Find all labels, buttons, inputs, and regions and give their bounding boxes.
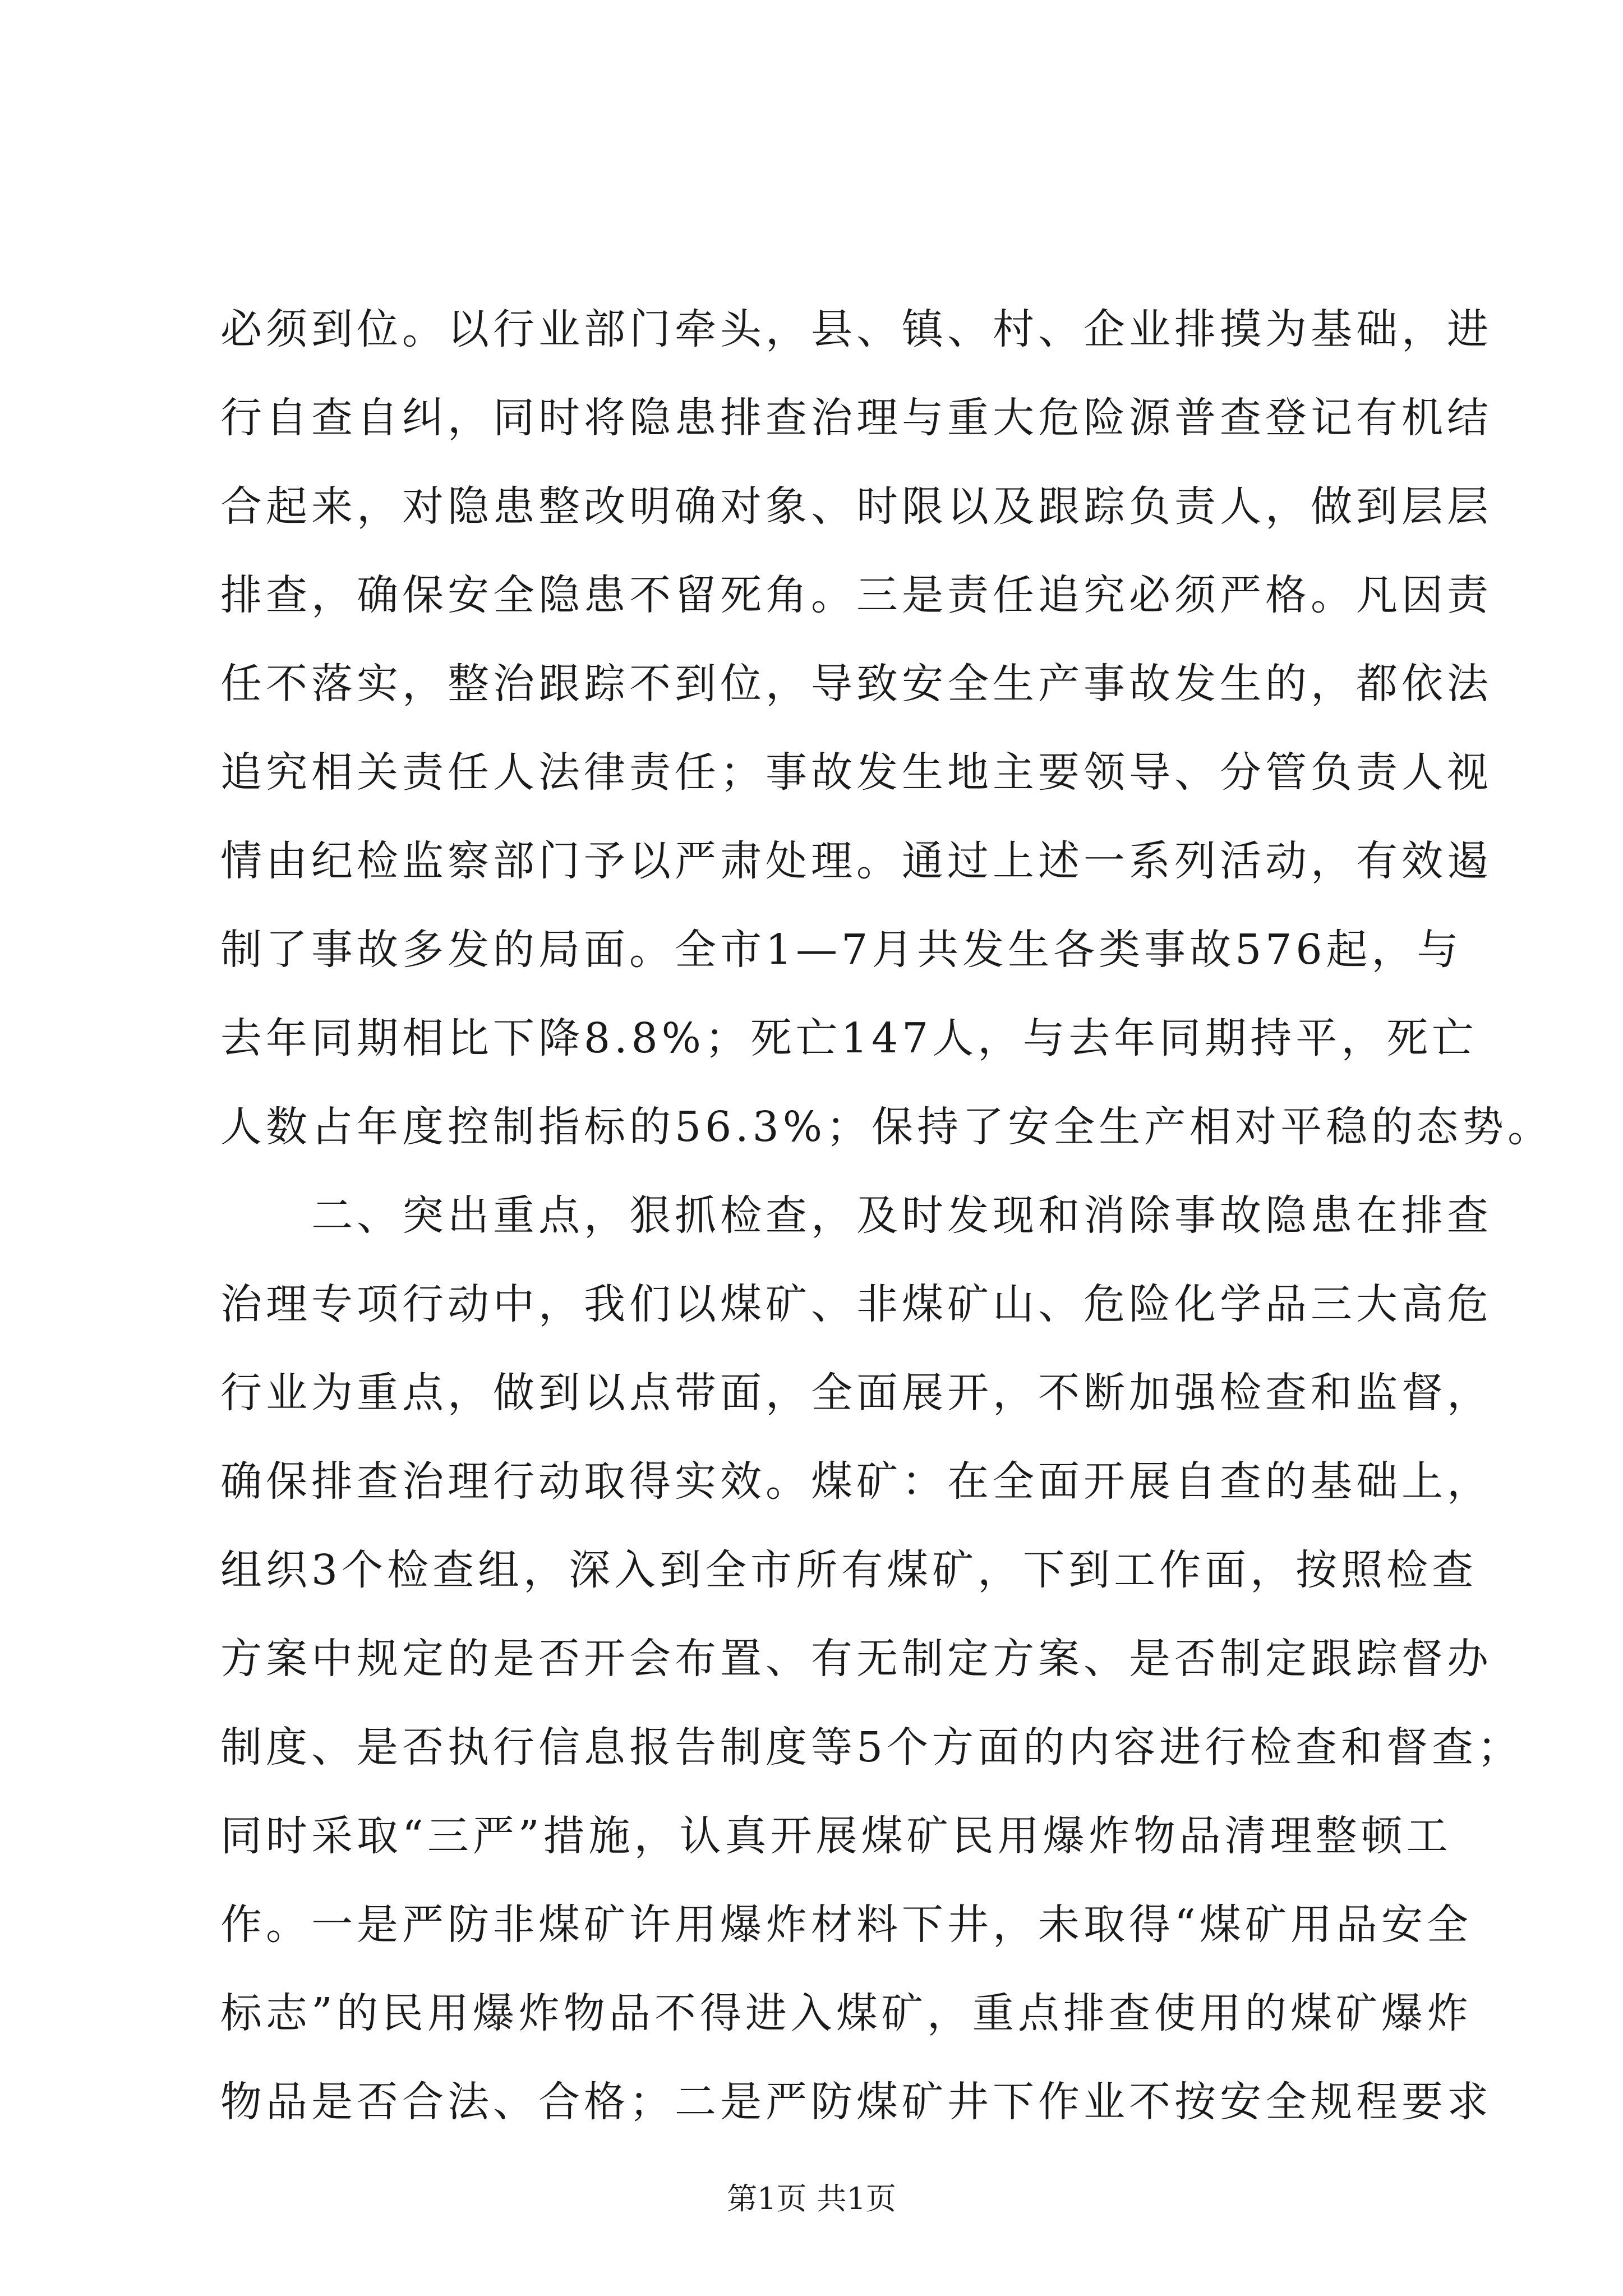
text-line: 确保排查治理行动取得实效。煤矿：在全面开展自查的基础上，	[220, 1457, 1492, 1506]
text-line: 去年同期相比下降8.8%；死亡147人，与去年同期持平，死亡	[220, 1014, 1478, 1062]
text-line: 组织3个检查组，深入到全市所有煤矿，下到工作面，按照检查	[220, 1546, 1478, 1594]
text-line: 情由纪检监察部门予以严肃处理。通过上述一系列活动，有效遏	[220, 837, 1492, 885]
text-line: 任不落实，整治跟踪不到位，导致安全生产事故发生的，都依法	[220, 660, 1492, 708]
text-line: 必须到位。以行业部门牵头，县、镇、村、企业排摸为基础，进	[220, 305, 1492, 353]
page-footer: 第1页 共1页	[727, 2181, 896, 2216]
text-line: 物品是否合法、合格；二是严防煤矿井下作业不按安全规程要求	[220, 2078, 1492, 2126]
text-line: 制了事故多发的局面。全市1—7月共发生各类事故576起，与	[220, 926, 1463, 974]
text-line: 合起来，对隐患整改明确对象、时限以及跟踪负责人，做到层层	[220, 482, 1492, 531]
text-line: 同时采取“三严”措施，认真开展煤矿民用爆炸物品清理整顿工	[220, 1812, 1452, 1860]
text-line: 人数占年度控制指标的56.3%；保持了安全生产相对平稳的态势。	[220, 1103, 1553, 1151]
paragraph-start-line: 二、突出重点，狠抓检查，及时发现和消除事故隐患在排查	[220, 1191, 1492, 1240]
text-line: 追究相关责任人法律责任；事故发生地主要领导、分管负责人视	[220, 748, 1492, 797]
text-line: 排查，确保安全隐患不留死角。三是责任追究必须严格。凡因责	[220, 571, 1492, 619]
text-line: 作。一是严防非煤矿许用爆炸材料下井，未取得“煤矿用品安全	[220, 1901, 1472, 1949]
text-line: 行业为重点，做到以点带面，全面展开，不断加强检查和监督，	[220, 1369, 1492, 1417]
text-line: 方案中规定的是否开会布置、有无制定方案、是否制定跟踪督办	[220, 1635, 1492, 1683]
text-line: 行自查自纠，同时将隐患排查治理与重大危险源普查登记有机结	[220, 394, 1492, 442]
text-line: 治理专项行动中，我们以煤矿、非煤矿山、危险化学品三大高危	[220, 1280, 1492, 1328]
text-line: 标志”的民用爆炸物品不得进入煤矿，重点排查使用的煤矿爆炸	[220, 1989, 1472, 2037]
text-line: 制度、是否执行信息报告制度等5个方面的内容进行检查和督查；	[220, 1723, 1523, 1772]
